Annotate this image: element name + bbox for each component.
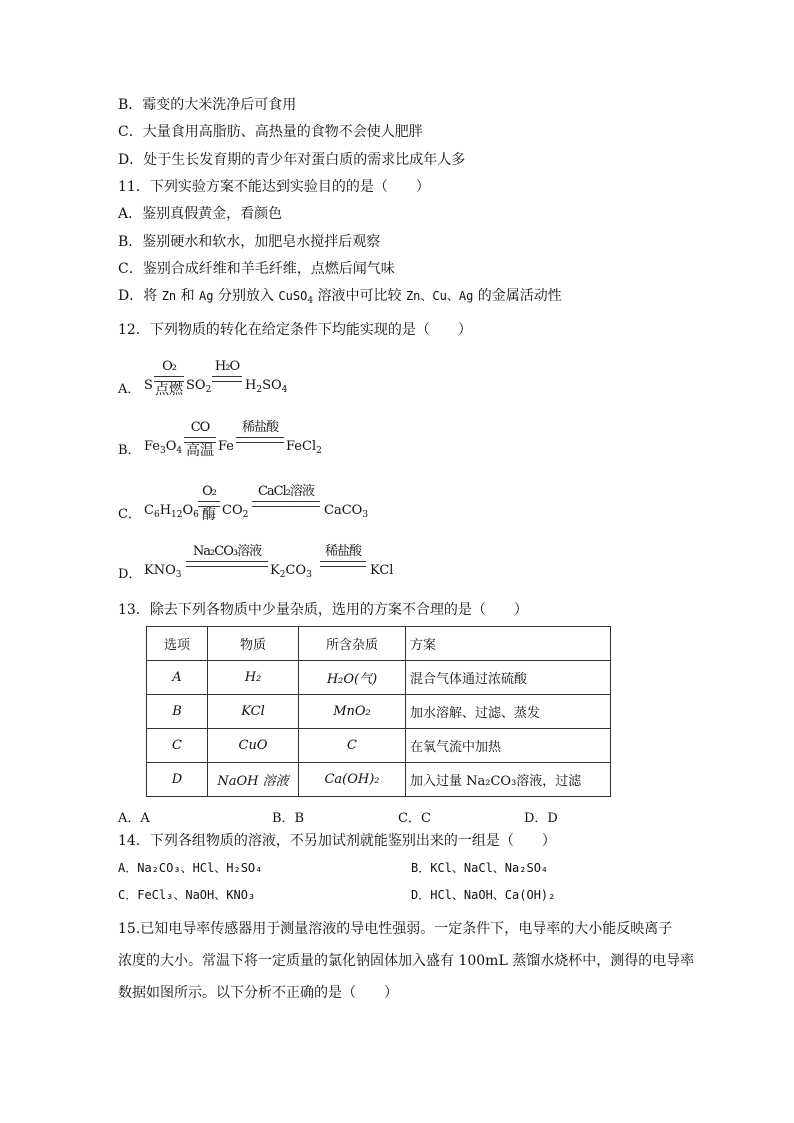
q11-d-sub4: 4: [307, 296, 314, 306]
q12-d-label: D．: [118, 567, 142, 582]
table-cell: CuO: [208, 729, 299, 763]
q12-c-s3: CaCO$_3$: [324, 503, 369, 520]
table-cell: C: [299, 729, 406, 763]
q14-stem: 14．下列各组物质的溶液，不另加试剂就能鉴别出来的一组是（ ）: [118, 833, 556, 849]
q12-b-s1: $Fe_3O_4$: [144, 439, 183, 456]
q12-option-b: [118, 421, 358, 461]
q12-option-a: [118, 360, 318, 400]
q14-option-c: C．FeCl₃、NaOH、KNO₃: [118, 888, 256, 902]
q11-d-pre: D．将: [118, 288, 162, 304]
table-cell: D: [147, 763, 208, 797]
q15-line-3: 数据如图所示。以下分析不正确的是（ ）: [118, 985, 398, 1001]
table-row: [147, 661, 611, 695]
table-header-cell: 物质: [208, 627, 299, 661]
table-cell: 混合气体通过浓硫酸: [406, 661, 611, 695]
q13-option-a: A．A: [118, 811, 150, 826]
q11-d-metals: Zn、Cu、Ag: [405, 289, 474, 303]
q13-stem: 13．除去下列各物质中少量杂质，选用的方案不合理的是（ ）: [118, 602, 528, 618]
q12-c-s1: $C_6H_{12}O_6$: [144, 503, 199, 520]
table-cell: B: [147, 695, 208, 729]
q12-option-d: [118, 545, 408, 585]
q12-b-arrow-1-bottom: 高温: [186, 443, 214, 459]
q10-option-d: D．处于生长发育期的青少年对蛋白质的需求比成年人多: [118, 152, 466, 168]
q12-a-arrow-1-bottom: 点燃: [155, 382, 183, 398]
table-cell: MnO₂: [299, 695, 406, 729]
q12-b-s3: FeCl$_2$: [286, 439, 322, 456]
table-cell: A: [147, 661, 208, 695]
q10-option-c: C．大量食用高脂肪、高热量的食物不会使人肥胖: [118, 124, 423, 140]
table-cell: KCl: [208, 695, 299, 729]
table-cell: Ca(OH)₂: [299, 763, 406, 797]
table-cell: 加入过量 Na₂CO₃溶液，过滤: [406, 763, 611, 797]
q12-c-arrow-1: [198, 485, 220, 525]
q12-d-arrow-1-bar: [186, 561, 268, 567]
q13-option-c: C．C: [398, 811, 431, 826]
q12-d-s2: $K_2CO_3$: [270, 563, 312, 580]
q12-d-s3: KCl: [370, 563, 394, 578]
q11-option-b: B．鉴别硬水和软水，加肥皂水搅拌后观察: [118, 234, 381, 250]
q12-a-s2: $SO_2$: [186, 378, 212, 395]
q12-d-arrow-1: [186, 545, 268, 585]
q12-a-s3: $H_2SO_4$: [245, 378, 288, 395]
table-header-cell: 所含杂质: [299, 627, 406, 661]
q12-c-arrow-1-top: O₂: [202, 484, 216, 499]
q13-table: [146, 626, 611, 797]
q11-option-c: C．鉴别合成纤维和羊毛纤维，点燃后闻气味: [118, 261, 395, 277]
q12-a-arrow-2: [212, 360, 242, 400]
q14-option-d: D．HCl、NaOH、Ca(OH)₂: [411, 888, 556, 902]
q12-b-label: B．: [118, 443, 141, 458]
table-row: [147, 763, 611, 797]
q12-d-s1: $KNO_3$: [144, 563, 182, 580]
table-row: [147, 729, 611, 763]
table-cell: C: [147, 729, 208, 763]
q12-c-arrow-2: [252, 485, 320, 525]
q11-d-cuso: CuSO: [278, 289, 308, 303]
q12-a-label: A．: [118, 382, 141, 397]
table-cell: H₂: [208, 661, 299, 695]
table-cell: 加水溶解、过滤、蒸发: [406, 695, 611, 729]
q11-stem: 11．下列实验方案不能达到实验目的的是（ ）: [118, 179, 430, 195]
q12-a-arrow-2-top: H₂O: [214, 359, 240, 374]
table-header-cell: 选项: [147, 627, 208, 661]
table-cell: NaOH 溶液: [208, 763, 299, 797]
q10-option-b: B．霉变的大米洗净后可食用: [118, 97, 297, 113]
q14-option-b: B．KCl、NaCl、Na₂SO₄: [411, 861, 549, 875]
q12-d-arrow-2-bar: [320, 561, 366, 567]
q12-c-arrow-1-bottom: 酶: [202, 507, 216, 523]
q12-c-arrow-2-bar: [252, 501, 320, 507]
q13-option-d: D．D: [524, 811, 558, 826]
q12-c-arrow-2-top: CaCl₂溶液: [257, 484, 314, 499]
q13-option-b: B．B: [272, 811, 305, 826]
q11-d-end: 的金属活动性: [473, 288, 562, 304]
table-header-row: [147, 627, 611, 661]
q12-b-s2: Fe: [218, 439, 235, 454]
q12-c-s2: $CO_2$: [222, 503, 249, 520]
q12-a-arrow-2-bar: [212, 376, 242, 382]
q15-line-2: 浓度的大小。常温下将一定质量的氯化钠固体加入盛有 100mL 蒸馏水烧杯中，测得的电导率: [118, 953, 695, 969]
q11-d-zn: Zn: [161, 289, 177, 303]
q15-line-1: 15.已知电导率传感器用于测量溶液的导电性强弱。一定条件下，电导率的大小能反映离子: [118, 921, 673, 937]
q12-b-arrow-2: [236, 421, 284, 461]
q11-d-ag: Ag: [199, 289, 214, 303]
q12-b-arrow-1: [184, 421, 216, 461]
q12-b-arrow-2-top: 稀盐酸: [241, 420, 278, 435]
q14-option-a: A．Na₂CO₃、HCl、H₂SO₄: [118, 861, 263, 875]
table-header-cell: 方案: [406, 627, 611, 661]
q11-d-he: 和: [176, 288, 200, 304]
q12-d-arrow-2-top: 稀盐酸: [324, 544, 361, 559]
q12-c-label: C．: [118, 507, 141, 522]
q12-d-arrow-1-top: Na₂CO₃溶液: [192, 544, 262, 559]
table-cell: H₂O(气): [299, 661, 406, 695]
q11-d-mid: 分别放入: [213, 288, 279, 304]
q12-d-arrow-2: [320, 545, 366, 585]
q11-option-a: A．鉴别真假黄金，看颜色: [118, 206, 283, 222]
table-row: [147, 695, 611, 729]
q11-d-mid2: 溶液中可比较: [313, 288, 406, 304]
q12-option-c: [118, 485, 388, 525]
table-cell: 在氧气流中加热: [406, 729, 611, 763]
q12-b-arrow-2-bar: [236, 437, 284, 443]
q12-a-arrow-1-top: O₂: [162, 359, 176, 374]
q11-option-d: [118, 287, 562, 305]
q12-b-arrow-1-top: CO: [190, 420, 210, 435]
q12-a-arrow-1: [154, 360, 184, 400]
q12-stem: 12．下列物质的转化在给定条件下均能实现的是（ ）: [118, 322, 472, 338]
q12-a-s1: S: [144, 378, 153, 393]
